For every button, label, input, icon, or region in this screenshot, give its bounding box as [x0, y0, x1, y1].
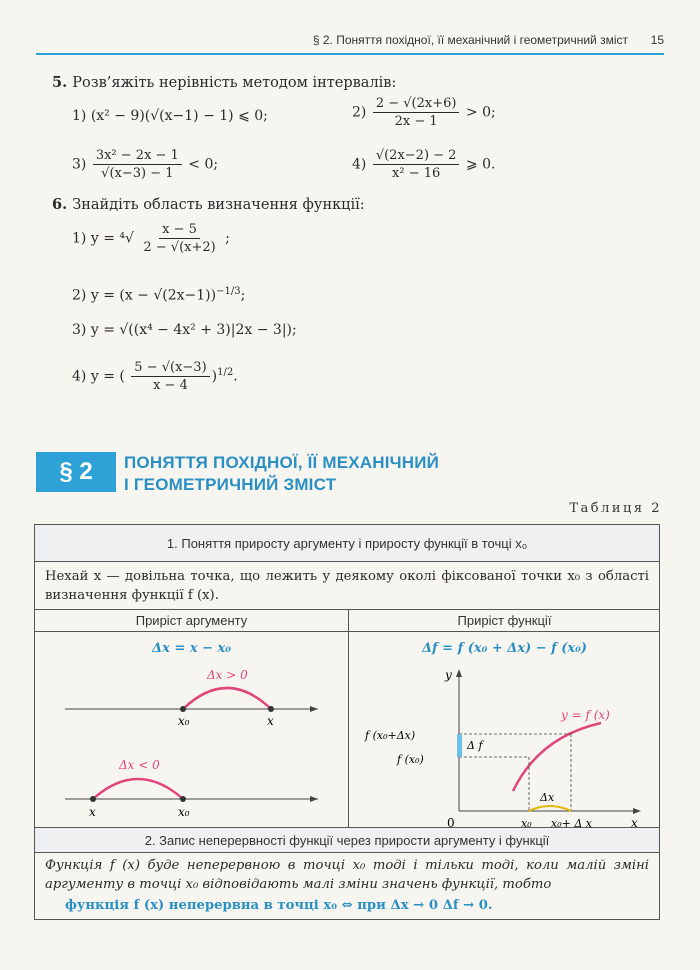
- item-tail: .: [233, 368, 238, 385]
- item-body: y = (x − √(2x−1)): [90, 287, 217, 304]
- section-badge: § 2: [36, 452, 116, 492]
- item-prefix: y = ⁴√: [90, 230, 134, 247]
- task6-number: 6.: [52, 196, 68, 213]
- item-tail: > 0;: [465, 104, 496, 121]
- fraction: [140, 222, 218, 255]
- denominator: x² − 16: [392, 166, 441, 181]
- bottom-arc: [93, 779, 183, 799]
- item-prefix: y = (: [90, 368, 125, 385]
- denominator: 2x − 1: [394, 114, 438, 129]
- item-body: (x² − 9)(√(x−1) − 1) ⩽ 0;: [90, 108, 268, 124]
- fraction: [373, 96, 460, 129]
- curve-label: y = f (x): [561, 708, 610, 722]
- numerator: 5 − √(x−3): [131, 360, 209, 377]
- task6-heading: [52, 196, 365, 213]
- x0-label: x₀: [521, 817, 532, 827]
- fraction: [131, 360, 209, 393]
- page-header: [0, 0, 700, 60]
- item-body: y = √((x⁴ − 4x² + 3)|2x − 3|);: [90, 322, 297, 338]
- item-tail: ⩾ 0.: [465, 156, 496, 173]
- top-point-x0: [180, 706, 186, 712]
- task5-heading: [52, 74, 396, 91]
- denominator: √(x−3) − 1: [101, 166, 174, 181]
- task6-item-3: [72, 322, 297, 338]
- delta-f-bar: [457, 734, 462, 757]
- item-suffix: ): [211, 368, 218, 385]
- y-axis-arrow: [456, 669, 462, 677]
- argument-increment-diagram: [35, 661, 348, 827]
- table-caption: Таблиця 2: [569, 501, 662, 516]
- numerator: 3x² − 2x − 1: [93, 148, 182, 165]
- numerator: x − 5: [159, 222, 200, 239]
- task6-item-1: [72, 222, 230, 255]
- item-tail: ;: [240, 287, 246, 304]
- divider: [35, 561, 659, 562]
- y-bottom-label: f (x₀): [397, 753, 424, 766]
- item-label: 3): [72, 156, 87, 173]
- right-formula: Δf = f (x₀ + Δx) − f (x₀): [421, 641, 588, 656]
- task5-item-4: [352, 148, 495, 181]
- fraction: [93, 148, 182, 181]
- origin-label: 0: [447, 816, 455, 827]
- top-arrow: [310, 706, 318, 712]
- task6-item-4: [72, 360, 238, 393]
- fraction: [373, 148, 460, 181]
- item-tail: < 0;: [188, 156, 219, 173]
- section-title-line1: ПОНЯТТЯ ПОХІДНОЇ, ЇЇ МЕХАНІЧНИЙ: [124, 453, 440, 472]
- bottom-x0: x₀: [178, 805, 190, 819]
- x-axis-arrow: [633, 808, 641, 814]
- task5-item-2: [352, 96, 496, 129]
- y-axis-label: y: [445, 668, 452, 682]
- numerator: 2 − √(2x+6): [373, 96, 460, 113]
- item-label: 4): [352, 156, 367, 173]
- top-label: Δx > 0: [207, 668, 248, 682]
- col-right-header: Приріст функції: [457, 613, 552, 628]
- item-tail: ;: [225, 230, 230, 247]
- exponent: 1/2: [217, 366, 234, 378]
- item-label: 2): [72, 287, 87, 304]
- task5-item-3: [72, 148, 218, 181]
- function-increment-diagram: [349, 661, 661, 827]
- denominator: 2 − √(x+2): [143, 240, 216, 255]
- bottom-arrow: [310, 796, 318, 802]
- task6-item-2: [72, 286, 245, 304]
- task5-number: 5.: [52, 74, 68, 91]
- delta-x-label: Δx: [540, 791, 555, 804]
- item-label: 2): [352, 104, 367, 121]
- top-arc: [183, 688, 271, 709]
- exponent: −1/3: [216, 286, 241, 297]
- delta-f-label: Δ f: [467, 739, 483, 752]
- left-formula: Δx = x − x₀: [152, 641, 231, 656]
- delta-x-arc: [529, 806, 571, 811]
- numerator: √(2x−2) − 2: [373, 148, 460, 165]
- divider: [35, 631, 659, 632]
- top-point-x: [268, 706, 274, 712]
- header-rule: [36, 53, 664, 55]
- bottom-x: x: [89, 805, 96, 819]
- item-label: 4): [72, 368, 87, 385]
- item-label: 3): [72, 322, 87, 338]
- page-number: 15: [650, 33, 664, 47]
- divider: [35, 852, 659, 853]
- header-title: § 2. Поняття похідної, її механічний і геометричний зміст: [312, 33, 628, 47]
- task5-item-1: [72, 108, 268, 124]
- bottom-point-x: [90, 796, 96, 802]
- row1-header: 1. Поняття приросту аргументу і приросту функції в точці x₀: [166, 536, 528, 551]
- x0dx-label: x₀+ Δ x: [551, 817, 592, 827]
- denominator: x − 4: [153, 378, 188, 393]
- col-left-header: Приріст аргументу: [135, 613, 248, 628]
- top-x0: x₀: [178, 714, 190, 728]
- task6-text: Знайдіть область визначення функції:: [72, 197, 365, 213]
- task5-text: Розв’яжіть нерівність методом інтервалів:: [72, 75, 397, 91]
- top-x: x: [267, 714, 274, 728]
- table-2: [34, 524, 660, 920]
- item-label: 1): [72, 230, 87, 247]
- y-top-label: f (x₀+Δx): [365, 729, 416, 742]
- row2-bold: функція f (x) неперервна в точці x₀ ⇔ при Δx → 0 Δf → 0.: [65, 898, 493, 913]
- x-axis-label: x: [631, 816, 638, 827]
- row2-header: 2. Запис неперервності функції через прирости аргументу і функції: [144, 833, 550, 848]
- bottom-label: Δx < 0: [119, 758, 160, 772]
- divider: [35, 609, 659, 610]
- section-title-line2: І ГЕОМЕТРИЧНИЙ ЗМІСТ: [124, 475, 337, 494]
- item-label: 1): [72, 108, 87, 124]
- row2-text: Функція f (x) буде неперервною в точці x₀ тоді і тільки тоді, коли малій зміні аргументу в точці x₀ відповідають малі зміни значень функції, тобто: [45, 858, 649, 892]
- row1-text: Нехай x — довільна точка, що лежить у деякому околі фіксованої точки x₀ з області визначення функції f (x).: [45, 569, 649, 603]
- bottom-point-x0: [180, 796, 186, 802]
